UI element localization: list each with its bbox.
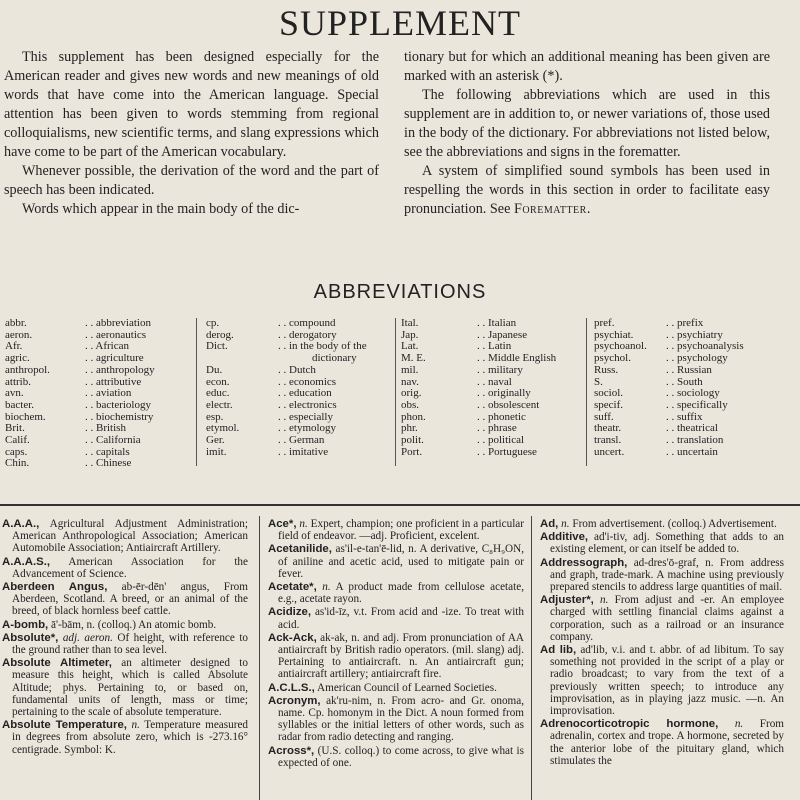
entry-headword: Acetate*, <box>268 581 317 594</box>
dictionary-entry <box>268 606 524 630</box>
abbreviation-row <box>206 365 367 377</box>
abbreviation-meaning: . . originally <box>477 387 531 400</box>
dictionary-entry <box>268 543 524 580</box>
abbreviation-meaning: . . attributive <box>85 375 142 388</box>
abbreviation-key: phr. <box>401 422 418 435</box>
abbreviation-key: Jap. <box>401 328 419 341</box>
intro-paragraph: The following abbreviations which are used in this supplement are in addition to, or newer variations of, those used in the body of the dictionary. For abbreviations not listed below, see the abbreviations and signs in the forematter. <box>404 87 770 160</box>
column-divider <box>586 318 587 466</box>
abbreviation-key: Ital. <box>401 317 419 329</box>
abbreviation-key: transl. <box>594 434 622 447</box>
abbreviation-row <box>594 318 744 330</box>
abbreviation-meaning: . . Portuguese <box>477 445 537 458</box>
abbreviation-meaning: . . Latin <box>477 340 512 353</box>
abbreviation-row <box>594 435 744 447</box>
abbreviation-key: phon. <box>401 410 426 423</box>
abbreviation-row <box>5 412 155 424</box>
intro-text: A system of simplified sound symbols has been used in respelling the words in this section in order to facilitate easy pronunciation. See <box>404 163 770 217</box>
abbreviation-meaning: . . prefix <box>666 317 704 329</box>
intro-paragraph: Whenever possible, the derivation of the word and the part of speech has been indicated. <box>4 163 379 198</box>
abbreviation-key: psychol. <box>594 352 631 365</box>
dictionary-entry <box>540 594 784 643</box>
entry-headword: Adjuster*, <box>540 594 594 607</box>
abbreviations-column <box>594 318 744 458</box>
abbreviation-meaning: . . African <box>85 340 129 353</box>
abbreviation-key: polit. <box>401 434 424 447</box>
abbreviation-meaning: . . Japanese <box>477 328 528 341</box>
forematter-reference: Forematter. <box>513 201 591 217</box>
entry-definition: American Council of Learned Societies. <box>317 681 497 694</box>
abbreviation-key: Lat. <box>401 340 419 353</box>
abbreviation-key: educ. <box>206 387 230 400</box>
dictionary-entry <box>540 557 784 594</box>
entry-headword: Absolute*, <box>2 631 59 644</box>
abbreviation-meaning: . . aeronautics <box>85 328 147 341</box>
abbreviation-meaning: . . suffix <box>666 410 703 423</box>
dictionary-entry <box>2 518 248 555</box>
abbreviations-column <box>206 318 367 458</box>
abbreviation-meaning: . . obsolescent <box>477 398 540 411</box>
abbreviation-key: suff. <box>594 410 614 423</box>
abbreviation-key: theatr. <box>594 422 622 435</box>
entry-definition: ak-ak, n. and adj. From pronunciation of AA antiaircraft by British radio operators. (mil. slang) adj. Pertaining to antiaircraft. n. An antiaircraft gun; antiaircraft artillery; antiaircraft fire. <box>278 631 525 681</box>
entry-part-of-speech: n. <box>299 518 308 530</box>
entry-headword: Ad lib, <box>540 644 577 657</box>
abbreviation-meaning: . . South <box>666 375 703 388</box>
abbreviation-meaning: . . uncertain <box>666 445 718 458</box>
abbreviation-meaning: . . phrase <box>477 422 517 435</box>
dictionary-column <box>268 518 524 770</box>
abbreviations-column <box>401 318 556 458</box>
abbreviation-meaning: . . imitative <box>278 445 329 458</box>
abbreviation-meaning: . . psychiatry <box>666 328 723 341</box>
dictionary-entry <box>268 682 524 694</box>
entry-definition: Temperature measured in degrees from absolute zero, which is -273.16° centigrade. Symbol: K. <box>12 719 248 756</box>
abbreviation-meaning: . . British <box>85 422 126 435</box>
abbreviation-key: M. E. <box>401 352 426 365</box>
intro-paragraph: Words which appear in the main body of the dic- <box>22 201 300 217</box>
entry-headword: Additive, <box>540 531 589 544</box>
intro-left-column <box>4 48 379 219</box>
abbreviation-row <box>206 447 367 459</box>
section-rule <box>0 504 800 506</box>
entry-definition: From advertisement. (colloq.) Advertisement. <box>572 518 777 530</box>
abbreviation-key: etymol. <box>206 422 240 435</box>
entry-headword: Ack-Ack, <box>268 631 317 644</box>
dictionary-entry <box>268 581 524 605</box>
abbreviation-row <box>401 318 556 330</box>
abbreviation-row <box>594 365 744 377</box>
abbreviation-key: abbr. <box>5 317 27 329</box>
abbreviation-meaning: . . anthropology <box>85 363 155 376</box>
dictionary-entry <box>2 719 248 756</box>
abbreviation-meaning: . . Chinese <box>85 457 132 470</box>
abbreviation-key: Calif. <box>5 434 30 447</box>
entry-definition: as'il-e-tan'ē-lid, n. A derivative, C₈H₉ON, of aniline and acetic acid, used to mitigate pain or fever. <box>278 543 524 580</box>
entry-part-of-speech: n. <box>561 518 570 530</box>
entry-headword: A.C.L.S., <box>268 681 315 694</box>
abbreviation-key: psychoanol. <box>594 340 647 353</box>
abbreviation-meaning: . . in the body of the <box>278 340 367 353</box>
intro-paragraph <box>404 162 770 219</box>
dictionary-entry <box>268 695 524 744</box>
abbreviation-key: Du. <box>206 363 223 376</box>
entry-part-of-speech: adj. aeron. <box>62 631 113 644</box>
dictionary-entry <box>540 718 784 767</box>
abbreviation-key: psychiat. <box>594 328 634 341</box>
abbreviation-meaning: . . compound <box>278 317 336 329</box>
abbreviation-key: agric. <box>5 352 30 365</box>
abbreviation-row <box>206 318 367 330</box>
abbreviation-meaning: . . derogatory <box>278 328 337 341</box>
abbreviation-key: Ger. <box>206 434 225 447</box>
entry-part-of-speech: n. <box>600 594 609 607</box>
entry-definition: ak'ru-nim, n. From acro- and Gr. onoma, name. Cp. homonym in the Dict. A noun formed from syllables or the initial letters of other words, such as radar from radio detecting and ranging. <box>278 694 524 744</box>
abbreviation-meaning: . . agriculture <box>85 352 144 365</box>
abbreviation-meaning: . . California <box>85 434 141 447</box>
abbreviation-key: cp. <box>206 317 220 329</box>
abbreviation-key: attrib. <box>5 375 31 388</box>
abbreviation-key: Afr. <box>5 340 23 353</box>
column-divider <box>259 516 260 800</box>
entry-definition: ad'lib, v.i. and t. abbr. of ad libitum. To say something not provided in the script of a play or radio broadcast; to vary from the text of a previously written speech; to introduce any improvisation, as in playing jazz music. —n. An improvisation. <box>550 644 784 718</box>
abbreviation-row <box>206 400 367 412</box>
abbreviation-key: Russ. <box>594 363 619 376</box>
abbreviation-key: specif. <box>594 398 624 411</box>
abbreviation-key: imit. <box>206 445 227 458</box>
dictionary-entry <box>2 556 248 580</box>
abbreviation-key: Chin. <box>5 457 30 470</box>
dictionary-column <box>540 518 784 768</box>
entry-headword: Acronym, <box>268 694 321 707</box>
abbreviation-key: anthropol. <box>5 363 50 376</box>
abbreviation-row <box>206 435 367 447</box>
abbreviation-row <box>5 435 155 447</box>
entry-headword: Addressograph, <box>540 556 628 569</box>
entry-definition: Of height, with reference to the ground rather than to sea level. <box>12 631 249 657</box>
entry-headword: Absolute Altimeter, <box>2 657 112 670</box>
entry-part-of-speech: n. <box>734 718 744 731</box>
abbreviation-meaning: . . Italian <box>477 317 517 329</box>
abbreviation-key: bacter. <box>5 398 35 411</box>
entry-definition: as'id-īz, v.t. From acid and -ize. To treat with acid. <box>278 606 525 631</box>
entry-headword: Absolute Temperature, <box>2 719 127 732</box>
entry-definition: (U.S. colloq.) to come across, to give what is expected of one. <box>278 744 524 769</box>
entry-definition: From adrenalin, cortex and trope. A hormone, secreted by the anterior lobe of the pituitary gland, which stimulates the <box>550 718 785 767</box>
abbreviation-meaning: . . psychoanalysis <box>666 340 744 353</box>
page-title: SUPPLEMENT <box>278 3 522 43</box>
abbreviations-column <box>5 318 155 470</box>
entry-definition: A product made from cellulose acetate, e.g., acetate rayon. <box>278 581 525 606</box>
entry-definition: an altimeter designed to measure this height, which is called Absolute Altitude; phys. Pertaining to, or based on, fundamental units of length, mass or time; pertaining to the scale of absolute temperature. <box>12 657 248 719</box>
dictionary-column <box>2 518 248 757</box>
entry-definition: ad-dres'ō-graf, n. From address and graph, trade-mark. A machine using previously prepared stencils to address large quantities of mail. <box>550 556 784 594</box>
abbreviation-meaning: . . phonetic <box>477 410 526 423</box>
entry-definition: From adjust and -er. An employee charged with settling financial claims against a corporation, such as a railroad or an insurance company. <box>550 594 784 643</box>
abbreviation-key: esp. <box>206 410 224 423</box>
abbreviation-row <box>401 365 556 377</box>
entry-definition: Expert, champion; one proficient in a particular field of endeavor. —adj. Proficient, excelent. <box>278 518 525 543</box>
entry-definition: American Association for the Advancement of Science. <box>12 555 248 580</box>
abbreviation-row <box>5 458 155 470</box>
abbreviation-key: Port. <box>401 445 423 458</box>
abbreviation-row <box>594 447 744 459</box>
dictionary-entry <box>2 632 248 656</box>
abbreviation-key: S. <box>594 375 603 388</box>
abbreviation-row <box>594 400 744 412</box>
abbreviation-key: derog. <box>206 328 234 341</box>
entry-part-of-speech: n. <box>322 581 331 594</box>
column-divider <box>196 318 197 466</box>
abbreviation-key: Dict. <box>206 340 228 353</box>
abbreviation-meaning: . . economics <box>278 375 337 388</box>
abbreviation-meaning: . . translation <box>666 434 724 447</box>
abbreviation-meaning: . . especially <box>278 410 333 423</box>
dictionary-entry <box>540 644 784 717</box>
abbreviation-key: nav. <box>401 375 419 388</box>
abbreviation-meaning: . . naval <box>477 375 512 388</box>
abbreviation-key: mil. <box>401 363 419 376</box>
entry-definition: ad'i-tiv, adj. Something that adds to an existing element, or can itself be added to. <box>550 531 784 556</box>
intro-paragraph: This supplement has been designed especially for the American reader and gives new words and new meanings of old words that have come into the American language. Special attention has been given to words stemming from regional colloquialisms, new scientific terms, and slang expressions which have come to be part of the American vocabulary. <box>4 49 379 160</box>
abbreviation-meaning: . . specifically <box>666 398 728 411</box>
entry-headword: A.A.A., <box>2 518 40 530</box>
dictionary-entry <box>268 745 524 769</box>
abbreviation-meaning: . . abbreviation <box>85 317 151 329</box>
abbreviation-meaning: . . Middle English <box>477 352 557 365</box>
abbreviation-meaning: . . Russian <box>666 363 712 376</box>
entry-definition: Agricultural Adjustment Administration; American Anthropological Association; American Automobile Association; Antiaircraft Artillery. <box>12 518 248 555</box>
intro-paragraph: tionary but for which an additional meaning has been given are marked with an asterisk (*). <box>404 49 770 84</box>
abbreviation-key: orig. <box>401 387 422 400</box>
dictionary-entry <box>540 518 784 530</box>
abbreviation-meaning: . . psychology <box>666 352 728 365</box>
dictionary-entry <box>268 632 524 681</box>
entry-headword: Across*, <box>268 744 315 757</box>
abbreviation-meaning: . . electronics <box>278 398 337 411</box>
dictionary-entry <box>2 581 248 618</box>
abbreviation-meaning: . . biochemistry <box>85 410 154 423</box>
dictionary-entry <box>540 531 784 555</box>
entry-headword: A.A.A.S., <box>2 555 51 568</box>
abbreviation-meaning: . . theatrical <box>666 422 718 435</box>
abbreviation-meaning: . . political <box>477 434 525 447</box>
abbreviation-key: biochem. <box>5 410 46 423</box>
abbreviation-key: caps. <box>5 445 28 458</box>
entry-headword: Acidize, <box>268 606 312 619</box>
abbreviations-heading: ABBREVIATIONS <box>313 281 487 303</box>
abbreviation-row <box>5 365 155 377</box>
abbreviation-meaning: . . sociology <box>666 387 720 400</box>
abbreviation-meaning: . . Dutch <box>278 363 316 376</box>
abbreviation-meaning: . . etymology <box>278 422 337 435</box>
abbreviation-key: obs. <box>401 398 420 411</box>
abbreviation-key: sociol. <box>594 387 624 400</box>
abbreviation-row <box>5 377 155 389</box>
abbreviation-meaning: . . capitals <box>85 445 130 458</box>
column-divider <box>395 318 396 466</box>
entry-headword: Aberdeen Angus, <box>2 581 108 594</box>
abbreviation-row <box>401 447 556 459</box>
dictionary-entry <box>268 518 524 542</box>
abbreviation-meaning: dictionary <box>312 352 357 365</box>
abbreviation-meaning: . . German <box>278 434 325 447</box>
abbreviation-key: pref. <box>594 317 615 329</box>
entry-headword: Ace*, <box>268 518 297 530</box>
entry-headword: Ad, <box>540 518 559 530</box>
entry-definition: ab-ēr-dēn' angus, From Aberdeen, Scotland. A breed, or an animal of the breed, of black hornless beef cattle. <box>12 581 248 618</box>
abbreviation-row <box>401 435 556 447</box>
dictionary-entry <box>2 657 248 718</box>
abbreviation-row <box>5 400 155 412</box>
abbreviation-meaning: . . aviation <box>85 387 132 400</box>
intro-right-column <box>404 48 770 219</box>
abbreviation-key: avn. <box>5 387 24 400</box>
entry-definition: ā'-bām, n. (colloq.) An atomic bomb. <box>50 618 217 631</box>
entry-headword: A-bomb, <box>2 618 49 631</box>
abbreviation-row <box>401 400 556 412</box>
abbreviation-row <box>5 318 155 330</box>
entry-part-of-speech: n. <box>131 719 140 732</box>
entry-headword: Adrenocorticotropic hormone, <box>540 718 719 731</box>
abbreviation-key: aeron. <box>5 328 33 341</box>
abbreviation-key: econ. <box>206 375 230 388</box>
abbreviation-key: electr. <box>206 398 233 411</box>
abbreviation-meaning: . . bacteriology <box>85 398 151 411</box>
column-divider <box>531 516 532 800</box>
abbreviation-key: uncert. <box>594 445 625 458</box>
entry-headword: Acetanilide, <box>268 543 332 556</box>
abbreviation-meaning: . . education <box>278 387 332 400</box>
abbreviation-meaning: . . military <box>477 363 523 376</box>
abbreviation-row <box>5 330 155 342</box>
abbreviation-key: Brit. <box>5 422 25 435</box>
dictionary-entry <box>2 619 248 631</box>
